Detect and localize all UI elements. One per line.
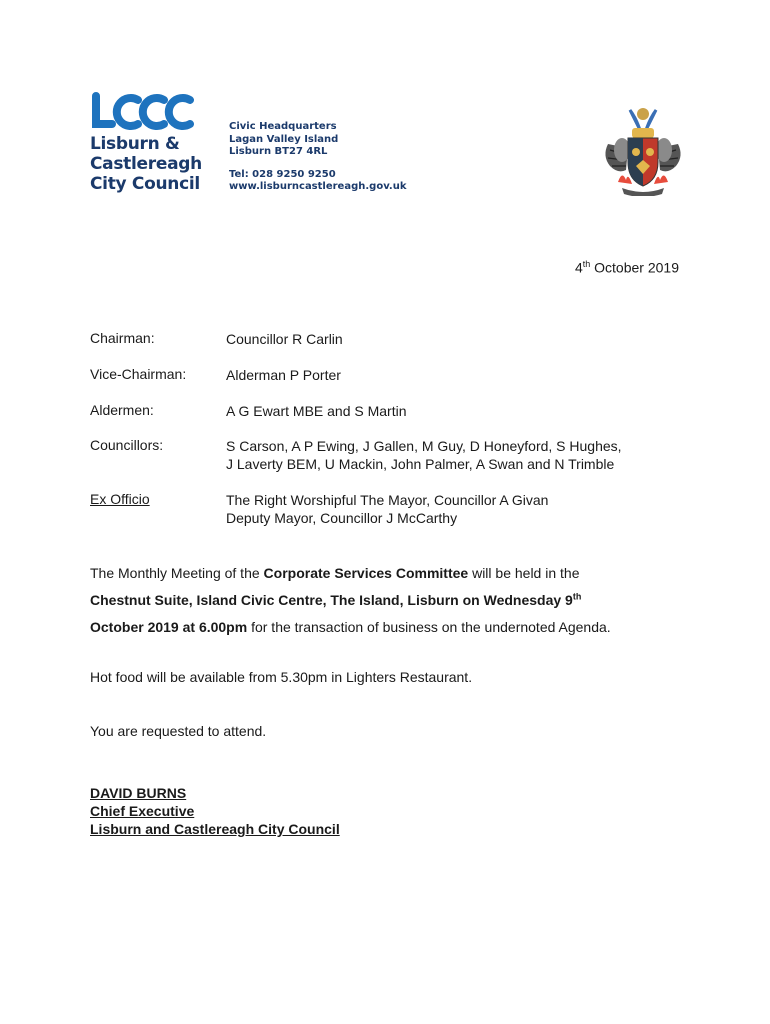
- ex-officio-row: [90, 491, 690, 527]
- attend-note: You are requested to attend.: [90, 723, 267, 739]
- chairman-label: Chairman:: [90, 330, 155, 346]
- vice-chairman-row: [90, 366, 690, 384]
- aldermen-value: A G Ewart MBE and S Martin: [226, 403, 407, 419]
- councillors-line-1: S Carson, A P Ewing, J Gallen, M Guy, D Honeyford, S Hughes,: [226, 438, 622, 454]
- telephone: Tel: 028 9250 9250: [229, 168, 336, 180]
- notice-part-1: The Monthly Meeting of the: [90, 565, 264, 581]
- website-link[interactable]: www.lisburncastlereagh.gov.uk: [229, 181, 407, 192]
- address-line-1: Civic Headquarters: [229, 121, 337, 132]
- councillors-row: [90, 437, 690, 473]
- date-rest: October 2019: [590, 259, 679, 276]
- logo-line-3: City Council: [90, 174, 200, 194]
- logo-line-2: Castlereagh: [90, 154, 202, 174]
- food-note: Hot food will be available from 5.30pm in Lighters Restaurant.: [90, 669, 473, 685]
- committee-name: Corporate Services Committee: [263, 565, 469, 581]
- coat-of-arms-icon: [600, 104, 686, 196]
- signature-block: [90, 784, 340, 838]
- ex-officio-line-2: Deputy Mayor, Councillor J McCarthy: [226, 510, 458, 526]
- councillors-label: Councillors:: [90, 437, 164, 453]
- meeting-notice: [90, 560, 690, 641]
- logo-line-1: Lisburn &: [90, 134, 180, 154]
- signatory-name: DAVID BURNS: [90, 785, 187, 801]
- meeting-venue: Chestnut Suite, Island Civic Centre, The Island, Lisburn on Wednesday 9: [90, 592, 573, 608]
- ex-officio-label: Ex Officio: [90, 491, 150, 507]
- chairman-row: [90, 330, 690, 348]
- notice-part-2: will be held in the: [468, 565, 580, 581]
- signatory-title: Chief Executive: [90, 803, 195, 819]
- notice-part-3: for the transaction of business on the undernoted Agenda.: [247, 619, 611, 635]
- address-line-3: Lisburn BT27 4RL: [229, 146, 328, 157]
- date-suffix: th: [582, 259, 591, 269]
- letter-date: [575, 259, 679, 276]
- councillors-line-2: J Laverty BEM, U Mackin, John Palmer, A Swan and N Trimble: [226, 456, 615, 472]
- council-logo: [90, 92, 210, 194]
- date-day: 4: [574, 259, 583, 276]
- signatory-organisation: Lisburn and Castlereagh City Council: [90, 821, 340, 837]
- address-line-2: Lagan Valley Island: [229, 133, 339, 145]
- vice-chairman-label: Vice-Chairman:: [90, 366, 187, 382]
- venue-day-suffix: th: [572, 591, 582, 602]
- chairman-value: Councillor R Carlin: [226, 331, 343, 347]
- aldermen-label: Aldermen:: [90, 402, 154, 418]
- meeting-time: October 2019 at 6.00pm: [90, 619, 248, 635]
- council-address: [229, 121, 406, 194]
- vice-chairman-value: Alderman P Porter: [226, 367, 341, 383]
- lccc-logo-mark: [90, 92, 196, 132]
- aldermen-row: [90, 402, 690, 420]
- ex-officio-line-1: The Right Worshipful The Mayor, Councillor A Givan: [226, 492, 549, 508]
